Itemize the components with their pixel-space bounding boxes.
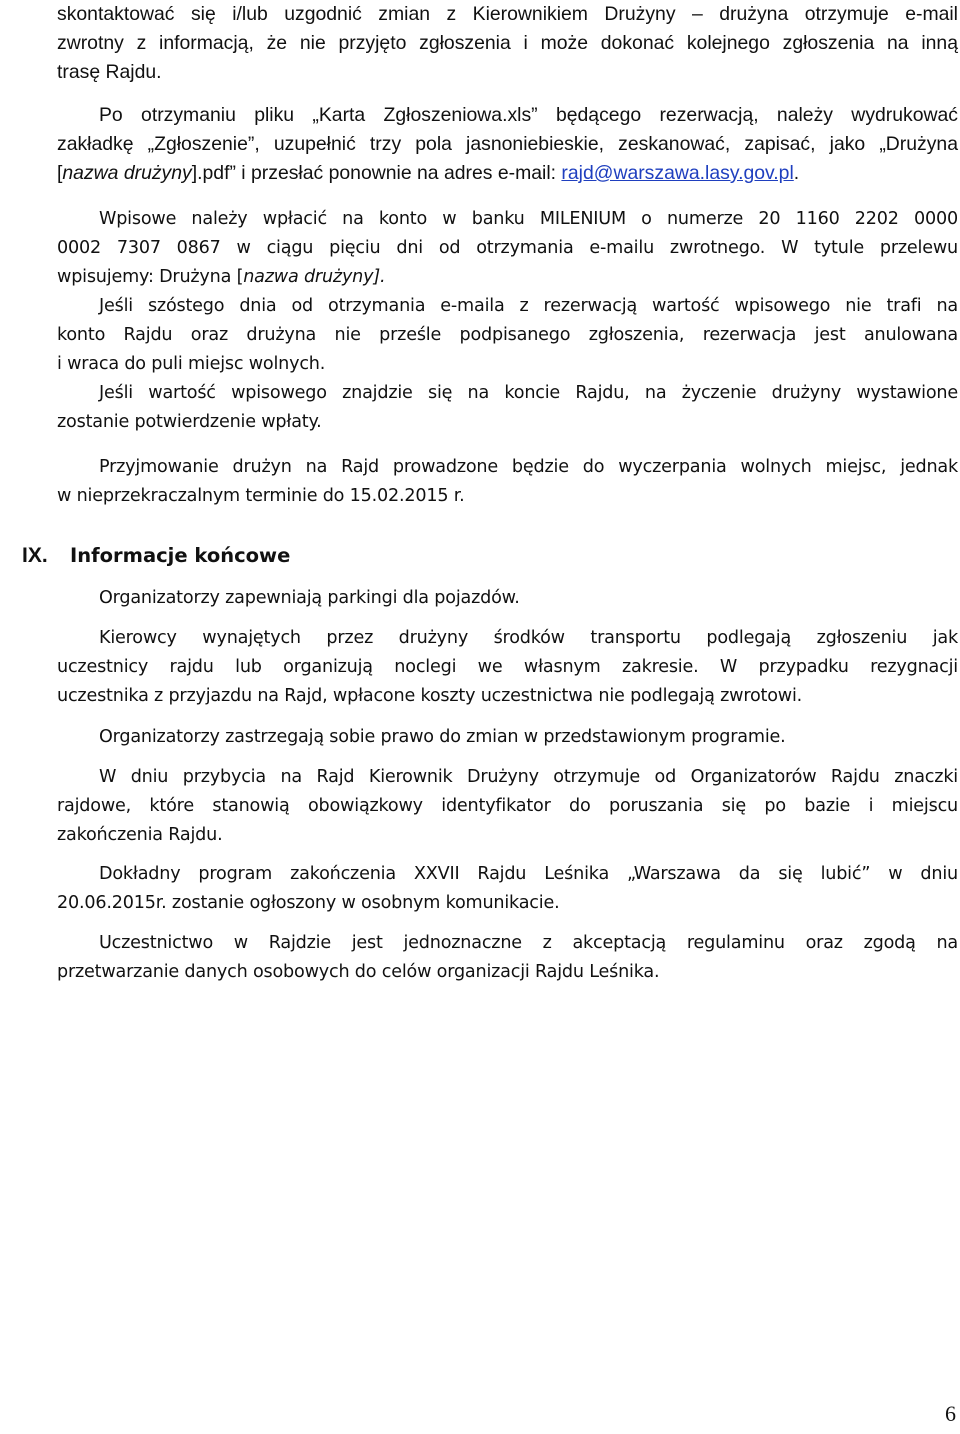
text-line: zostanie potwierdzenie wpłaty. [57,412,322,432]
text-line: Uczestnictwo w Rajdzie jest jednoznaczne z akceptacją regulaminu oraz zgodą na [99,933,958,953]
email-link[interactable]: rajd@warszawa.lasy.gov.pl [561,162,794,184]
paragraph-program-changes [57,723,958,752]
text-line: uczestnika z przyjazdu na Rajd, wpłacone koszty uczestnictwa nie podlegają zwrotowi. [57,686,803,706]
text-line: przetwarzanie danych osobowych do celów organizacji Rajdu Leśnika. [57,962,660,982]
text-line: i wraca do puli miejsc wolnych. [57,354,326,374]
text-line: trasę Rajdu. [57,61,162,83]
section-title: Informacje końcowe [70,544,291,567]
text-line: zwrotny z informacją, że nie przyjęto zgłoszenia i może dokonać kolejnego zgłoszenia na inną [57,32,958,54]
paragraph-closing-program [57,860,958,918]
paragraph-rejection-notice [57,0,958,87]
text-line: Kierowcy wynajętych przez drużyny środków transportu podlegają zgłoszeniu jak [99,628,958,648]
paragraph-parking [57,584,958,613]
text-line: Dokładny program zakończenia XXVII Rajdu Leśnika „Warszawa da się lubić” w dniu [99,864,958,884]
text-line: Wpisowe należy wpłacić na konto w banku MILENIUM o numerze 20 1160 2202 0000 [99,209,958,229]
page-number: 6 [945,1401,956,1426]
paragraph-reservation-file [57,101,958,188]
text-line: Jeśli wartość wpisowego znajdzie się na koncie Rajdu, na życzenie drużyny wystawione [99,383,958,403]
text-line: wpisujemy: Drużyna [nazwa drużyny]. [57,267,386,287]
text-line: Organizatorzy zastrzegają sobie prawo do zmian w przedstawionym programie. [99,727,786,747]
text-line: 0002 7307 0867 w ciągu pięciu dni od otrzymania e-mailu zwrotnego. W tytule przelewu [57,238,958,258]
text-line: [nazwa drużyny].pdf” i przesłać ponownie na adres e-mail: rajd@warszawa.lasy.gov.pl. [57,162,800,184]
text-line: uczestnicy rajdu lub organizują noclegi we własnym zakresie. W przypadku rezygnacji [57,657,958,677]
text-line: w nieprzekraczalnym terminie do 15.02.2015 r. [57,486,465,506]
section-number: IX. [22,544,48,567]
text-line: konto Rajdu oraz drużyna nie prześle podpisanego zgłoszenia, rezerwacja jest anulowana [57,325,958,345]
paragraph-badges [57,763,958,850]
text-line: W dniu przybycia na Rajd Kierownik Drużyny otrzymuje od Organizatorów Rajdu znaczki [99,767,958,787]
text-line: Jeśli szóstego dnia od otrzymania e-maila z rezerwacją wartość wpisowego nie trafi na [99,296,958,316]
text-line: rajdowe, które stanowią obowiązkowy identyfikator do poruszania się po bazie i miejscu [57,796,958,816]
text-line: 20.06.2015r. zostanie ogłoszony w osobnym komunikacie. [57,893,560,913]
paragraph-drivers [57,624,958,711]
paragraph-admission-deadline [57,453,958,511]
paragraph-entry-fee [57,205,958,437]
text-line: Po otrzymaniu pliku „Karta Zgłoszeniowa.xls” będącego rezerwacją, należy wydrukować [99,104,958,126]
text-line: Organizatorzy zapewniają parkingi dla pojazdów. [99,588,520,608]
paragraph-participation-consent [57,929,958,987]
text-line: Przyjmowanie drużyn na Rajd prowadzone będzie do wyczerpania wolnych miejsc, jednak [99,457,958,477]
text-line: zakończenia Rajdu. [57,825,223,845]
text-line: zakładkę „Zgłoszenie”, uzupełnić trzy pola jasnoniebieskie, zeskanować, zapisać, jako „Drużyna [57,133,958,155]
text-line: skontaktować się i/lub uzgodnić zmian z Kierownikiem Drużyny – drużyna otrzymuje e-mail [57,3,958,25]
